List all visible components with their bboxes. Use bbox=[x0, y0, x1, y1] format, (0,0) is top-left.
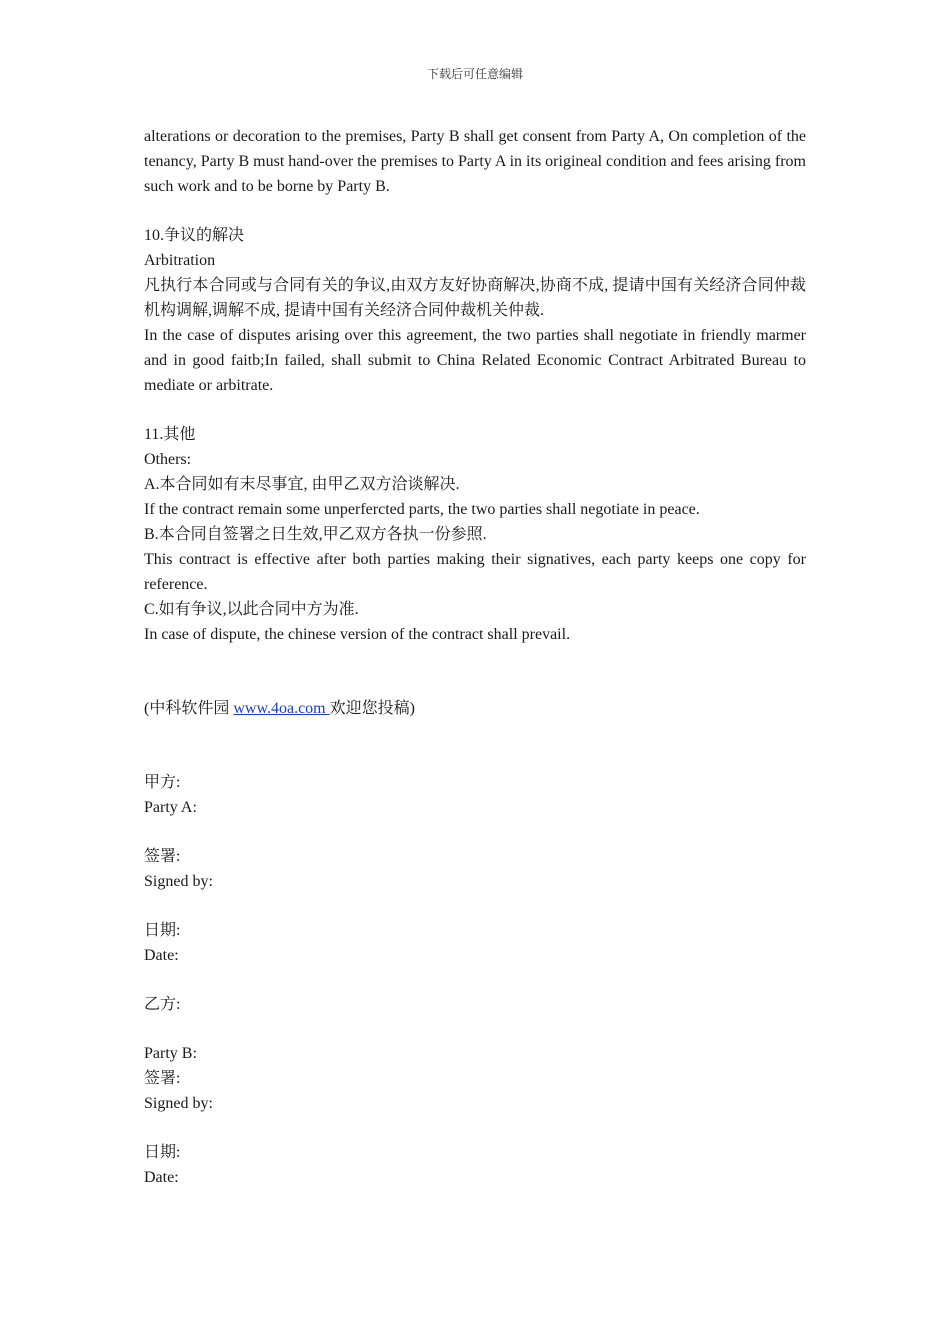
signed-by-b-label-cn: 签署: bbox=[144, 1070, 181, 1087]
page-header: 下载后可任意编辑 bbox=[426, 67, 523, 81]
date-b-label-cn: 日期: bbox=[144, 1144, 181, 1161]
clause-b-en: This contract is effective after both parties making their signatives, each party keeps one copy for reference. bbox=[144, 551, 806, 593]
spacer bbox=[144, 398, 806, 422]
promo-line bbox=[144, 696, 806, 721]
party-b-label-en: Party B: bbox=[144, 1045, 197, 1062]
section-10-title-en: Arbitration bbox=[144, 252, 216, 269]
date-a-label-cn: 日期: bbox=[144, 922, 181, 939]
spacer bbox=[144, 1116, 806, 1140]
section-10-title-cn: 10.争议的解决 bbox=[144, 227, 245, 244]
spacer bbox=[144, 894, 806, 918]
signed-by-a-label-cn: 签署: bbox=[144, 848, 181, 865]
spacer bbox=[144, 647, 806, 696]
clause-a-cn: A.本合同如有末尽事宜, 由甲乙双方洽谈解决. bbox=[144, 476, 460, 493]
clause-b-cn: B.本合同自签署之日生效,甲乙双方各执一份参照. bbox=[144, 526, 487, 543]
clause-a-en: If the contract remain some unperfercted parts, the two parties shall negotiate in peace. bbox=[144, 501, 700, 518]
promo-suffix: 欢迎您投稿) bbox=[329, 700, 415, 717]
section-11-title-cn: 11.其他 bbox=[144, 426, 196, 443]
date-a-label-en: Date: bbox=[144, 947, 179, 964]
clause-c-en: In case of dispute, the chinese version of the contract shall prevail. bbox=[144, 626, 571, 643]
signed-by-a-label-en: Signed by: bbox=[144, 873, 213, 890]
paragraph-continuation: alterations or decoration to the premises, Party B shall get consent from Party A, On completion of the tenancy, Party B must hand-over the premises to Party A in its origineal condition and fees arising from such work and to be borne by Party B. bbox=[144, 128, 806, 195]
section-10-text-en: In the case of disputes arising over this agreement, the two parties shall negotiate in friendly marmer and in good faitb;In failed, shall submit to China Related Economic Contract Arbitrated Bureau to mediate or arbitrate. bbox=[144, 327, 806, 394]
spacer bbox=[144, 820, 806, 844]
document-body bbox=[144, 124, 806, 1190]
promo-prefix: (中科软件园 bbox=[144, 700, 234, 717]
date-b-label-en: Date: bbox=[144, 1169, 179, 1186]
section-10-text-cn: 凡执行本合同或与合同有关的争议,由双方友好协商解决,协商不成, 提请中国有关经济合同仲裁机构调解,调解不成, 提请中国有关经济合同仲裁机关仲裁. bbox=[144, 277, 806, 319]
spacer bbox=[144, 199, 806, 223]
spacer bbox=[144, 721, 806, 770]
party-a-label-en: Party A: bbox=[144, 799, 197, 816]
website-link[interactable]: www.4oa.com bbox=[233, 700, 330, 717]
party-b-label-cn: 乙方: bbox=[144, 996, 181, 1013]
party-a-label-cn: 甲方: bbox=[144, 774, 181, 791]
spacer bbox=[144, 1017, 806, 1041]
clause-c-cn: C.如有争议,以此合同中方为准. bbox=[144, 601, 359, 618]
spacer bbox=[144, 968, 806, 992]
section-11-title-en: Others: bbox=[144, 451, 192, 468]
signed-by-b-label-en: Signed by: bbox=[144, 1095, 213, 1112]
